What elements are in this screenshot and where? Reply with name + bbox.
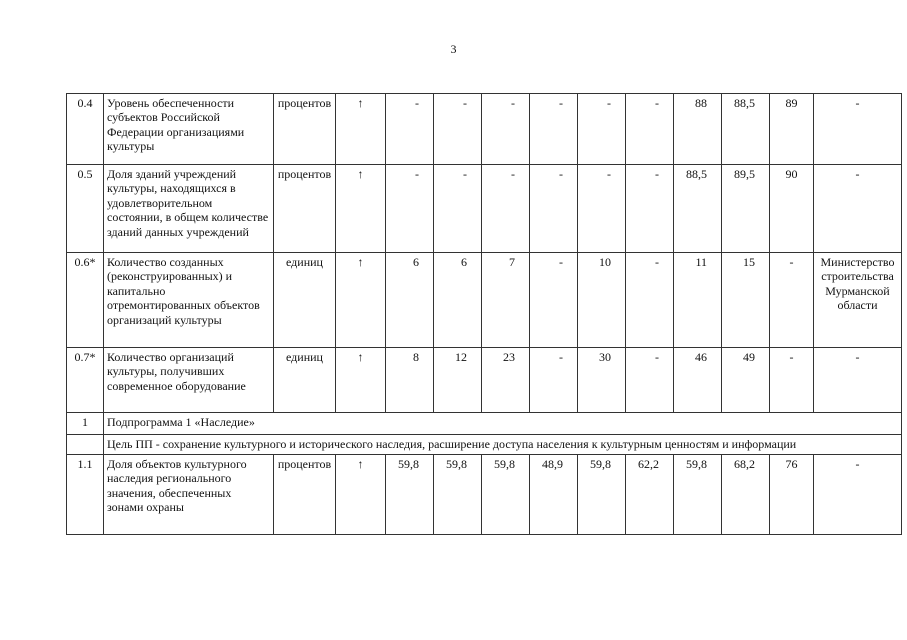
unit-cell: единиц: [274, 348, 336, 413]
value-cell: -: [530, 165, 578, 253]
trend-arrow-icon: ↑: [336, 253, 386, 348]
subprogram-title: Подпрограмма 1 «Наследие»: [104, 413, 902, 435]
trend-arrow-icon: ↑: [336, 94, 386, 165]
table-row: [67, 165, 902, 253]
empty-cell: [67, 435, 104, 455]
trend-arrow-icon: ↑: [336, 348, 386, 413]
row-number: 0.4: [67, 94, 104, 165]
value-cell: 59,8: [386, 455, 434, 535]
page-number: 3: [450, 42, 457, 56]
value-cell: 90: [770, 165, 814, 253]
value-cell: 46: [674, 348, 722, 413]
value-cell: -: [626, 94, 674, 165]
value-cell: -: [386, 165, 434, 253]
value-cell: -: [530, 94, 578, 165]
value-cell: 6: [386, 253, 434, 348]
value-cell: -: [626, 253, 674, 348]
row-number: 0.5: [67, 165, 104, 253]
value-cell: 89: [770, 94, 814, 165]
subprogram-row: [67, 413, 902, 435]
indicator-name: Количество организаций культуры, получивших современное оборудование: [104, 348, 274, 413]
row-number: 0.7*: [67, 348, 104, 413]
subprogram-goal-row: [67, 435, 902, 455]
row-number: 0.6*: [67, 253, 104, 348]
value-cell: -: [770, 253, 814, 348]
value-cell: 6: [434, 253, 482, 348]
value-cell: 76: [770, 455, 814, 535]
value-cell: -: [482, 165, 530, 253]
value-cell: 10: [578, 253, 626, 348]
indicator-name: Доля объектов культурного наследия регионального значения, обеспеченных зонами охраны: [104, 455, 274, 535]
value-cell: 88,5: [722, 94, 770, 165]
value-cell: 7: [482, 253, 530, 348]
value-cell: 11: [674, 253, 722, 348]
responsible-cell: Министерство строительства Мурманской области: [814, 253, 902, 348]
value-cell: 12: [434, 348, 482, 413]
value-cell: 59,8: [434, 455, 482, 535]
value-cell: 59,8: [578, 455, 626, 535]
value-cell: -: [530, 253, 578, 348]
value-cell: 89,5: [722, 165, 770, 253]
value-cell: 59,8: [674, 455, 722, 535]
value-cell: 62,2: [626, 455, 674, 535]
table-row: [67, 348, 902, 413]
value-cell: -: [626, 165, 674, 253]
value-cell: -: [434, 94, 482, 165]
responsible-cell: -: [814, 348, 902, 413]
subprogram-goal: Цель ПП - сохранение культурного и исторического наследия, расширение доступа населения к культурным ценностям и информации: [104, 435, 902, 455]
unit-cell: единиц: [274, 253, 336, 348]
value-cell: 59,8: [482, 455, 530, 535]
value-cell: -: [626, 348, 674, 413]
value-cell: -: [770, 348, 814, 413]
value-cell: 68,2: [722, 455, 770, 535]
row-number: 1.1: [67, 455, 104, 535]
table-row: [67, 253, 902, 348]
value-cell: -: [530, 348, 578, 413]
responsible-cell: -: [814, 94, 902, 165]
indicators-table: [66, 93, 902, 535]
responsible-cell: -: [814, 165, 902, 253]
table-row: [67, 455, 902, 535]
value-cell: -: [386, 94, 434, 165]
trend-arrow-icon: ↑: [336, 455, 386, 535]
indicator-name: Количество созданных (реконструированных) и капитально отремонтированных объектов организаций культуры: [104, 253, 274, 348]
value-cell: 30: [578, 348, 626, 413]
table-row: [67, 94, 902, 165]
value-cell: -: [434, 165, 482, 253]
trend-arrow-icon: ↑: [336, 165, 386, 253]
indicator-name: Уровень обеспеченности субъектов Российской Федерации организациями культуры: [104, 94, 274, 165]
value-cell: 49: [722, 348, 770, 413]
value-cell: 88: [674, 94, 722, 165]
value-cell: 23: [482, 348, 530, 413]
indicator-name: Доля зданий учреждений культуры, находящихся в удовлетворительном состоянии, в общем количестве зданий данных учреждений: [104, 165, 274, 253]
unit-cell: процентов: [274, 165, 336, 253]
value-cell: 48,9: [530, 455, 578, 535]
unit-cell: процентов: [274, 94, 336, 165]
value-cell: -: [578, 94, 626, 165]
value-cell: 8: [386, 348, 434, 413]
responsible-cell: -: [814, 455, 902, 535]
value-cell: 15: [722, 253, 770, 348]
row-number: 1: [67, 413, 104, 435]
value-cell: -: [578, 165, 626, 253]
value-cell: -: [482, 94, 530, 165]
value-cell: 88,5: [674, 165, 722, 253]
unit-cell: процентов: [274, 455, 336, 535]
